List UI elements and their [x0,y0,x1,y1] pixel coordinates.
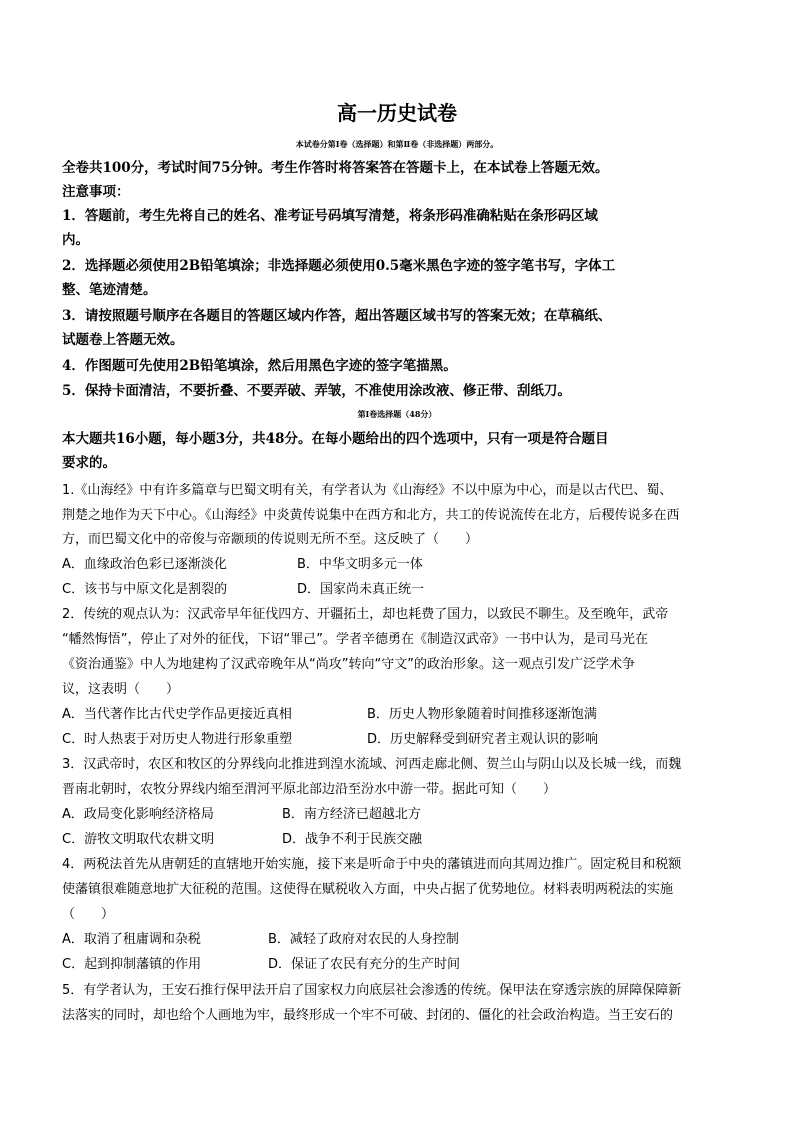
question-2-text: 《资治通鉴》中人为地建构了汉武帝晚年从“尚攻”转向“守文”的政治形象。这一观点引发广泛学术争 [62,657,635,672]
note-line: 整、笔迹清楚。 [62,282,157,298]
question-4-option-d: D．保证了农民有充分的生产时间 [268,957,461,972]
question-4-option-b: B．减轻了政府对农民的人身控制 [268,932,459,947]
question-4-text: 4．两税法首先从唐朝廷的直辖地开始实施，接下来是听命于中央的藩镇进而向其周边推广。固定税目和税额 [62,857,682,872]
question-3-text: 晋南北朝时，农牧分界线内缩至渭河平原北部边沿至汾水中游一带。据此可知（ ） [62,782,557,797]
question-2-text: 2．传统的观点认为：汉武帝早年征伐四方、开疆拓土，却也耗费了国力，以致民不聊生。及至晚年，武帝 [62,607,669,622]
question-2-option-a: A．当代著作比古代史学作品更接近真相 [62,707,292,722]
question-4-option-c: C．起到抑制藩镇的作用 [62,957,202,972]
question-4-text: （ ） [62,907,115,922]
question-4-option-a: A．取消了租庸调和杂税 [62,932,201,947]
section-intro-line: 本大题共16小题，每小题3分，共48分。在每小题给出的四个选项中，只有一项是符合题目 [62,431,609,447]
question-2-text: 议，这表明（ ） [62,682,180,697]
exam-subtitle: 本试卷分第Ⅰ卷（选择题）和第Ⅱ卷（非选择题）两部分。 [295,139,499,149]
question-2-option-b: B．历史人物形象随着时间推移逐渐饱满 [367,707,597,722]
question-3-text: 3．汉武帝时，农区和牧区的分界线向北推进到湟水流域、河西走廊北侧、贺兰山与阴山以及长城一线，而魏 [62,757,682,772]
note-line: 3．请按照题号顺序在各题目的答题区域内作答，超出答题区域书写的答案无效；在草稿纸、 [62,308,612,324]
question-3-option-a: A．政局变化影响经济格局 [62,807,214,822]
note-line: 4．作图题可先使用2B铅笔填涂，然后用黑色字迹的签字笔描黑。 [62,358,457,374]
note-line: 1．答题前，考生先将自己的姓名、准考证号码填写清楚，将条形码准确粘贴在条形码区域 [62,208,598,224]
question-1-option-c: C．该书与中原文化是割裂的 [62,582,228,597]
question-5-text: 5．有学者认为，王安石推行保甲法开启了国家权力向底层社会渗透的传统。保甲法在穿透宗族的屏障保障新 [62,983,682,998]
section-intro-line: 要求的。 [62,455,116,471]
notes-heading: 注意事项： [62,184,130,200]
question-1-text: 荆楚之地作为天下中心。《山海经》中炎黄传说集中在西方和北方，共工的传说流传在北方，后稷传说多在西 [62,508,680,523]
question-1-text: 1.《山海经》中有许多篇章与巴蜀文明有关，有学者认为《山海经》不以中原为中心，而是以古代巴、蜀、 [62,483,673,498]
note-line: 2．选择题必须使用2B铅笔填涂；非选择题必须使用0.5毫米黑色字迹的签字笔书写，字体工 [62,258,616,274]
note-line: 试题卷上答题无效。 [62,332,184,348]
note-line: 5．保持卡面清洁，不要折叠、不要弄破、弄皱，不准使用涂改液、修正带、刮纸刀。 [62,383,571,399]
question-2-option-c: C．时人热衷于对历史人物进行形象重塑 [62,732,293,747]
question-1-option-a: A．血缘政治色彩已逐渐淡化 [62,557,227,572]
question-1-text: 方，而巴蜀文化中的帝俊与帝颛顼的传说则无所不至。这反映了（ ） [62,532,479,547]
question-3-option-c: C．游牧文明取代农耕文明 [62,832,215,847]
section-title: 第Ⅰ卷选择题（48分） [357,409,437,419]
question-1-option-b: B．中华文明多元一体 [297,557,423,572]
note-line: 内。 [62,232,89,248]
question-2-option-d: D．历史解释受到研究者主观认识的影响 [367,732,599,747]
question-1-option-d: D．国家尚未真正统一 [297,582,425,597]
question-5-text: 法落实的同时，却也给个人画地为牢，最终形成一个牢不可破、封闭的、僵化的社会政治构造。当王安石的 [62,1008,674,1023]
question-2-text: “幡然悔悟”，停止了对外的征伐，下诏“罪己”。学者辛德勇在《制造汉武帝》一书中认为，是司马光在 [62,632,648,647]
exam-title: 高一历史试卷 [337,101,457,125]
question-3-option-b: B．南方经济已超越北方 [282,807,421,822]
question-4-text: 使藩镇很难随意地扩大征税的范围。这使得在赋税收入方面，中央占据了优势地位。材料表明两税法的实施 [62,882,674,897]
exam-intro: 全卷共100分，考试时间75分钟。考生作答时将答案答在答题卡上，在本试卷上答题无效。 [62,160,609,176]
question-3-option-d: D．战争不利于民族交融 [282,832,423,847]
